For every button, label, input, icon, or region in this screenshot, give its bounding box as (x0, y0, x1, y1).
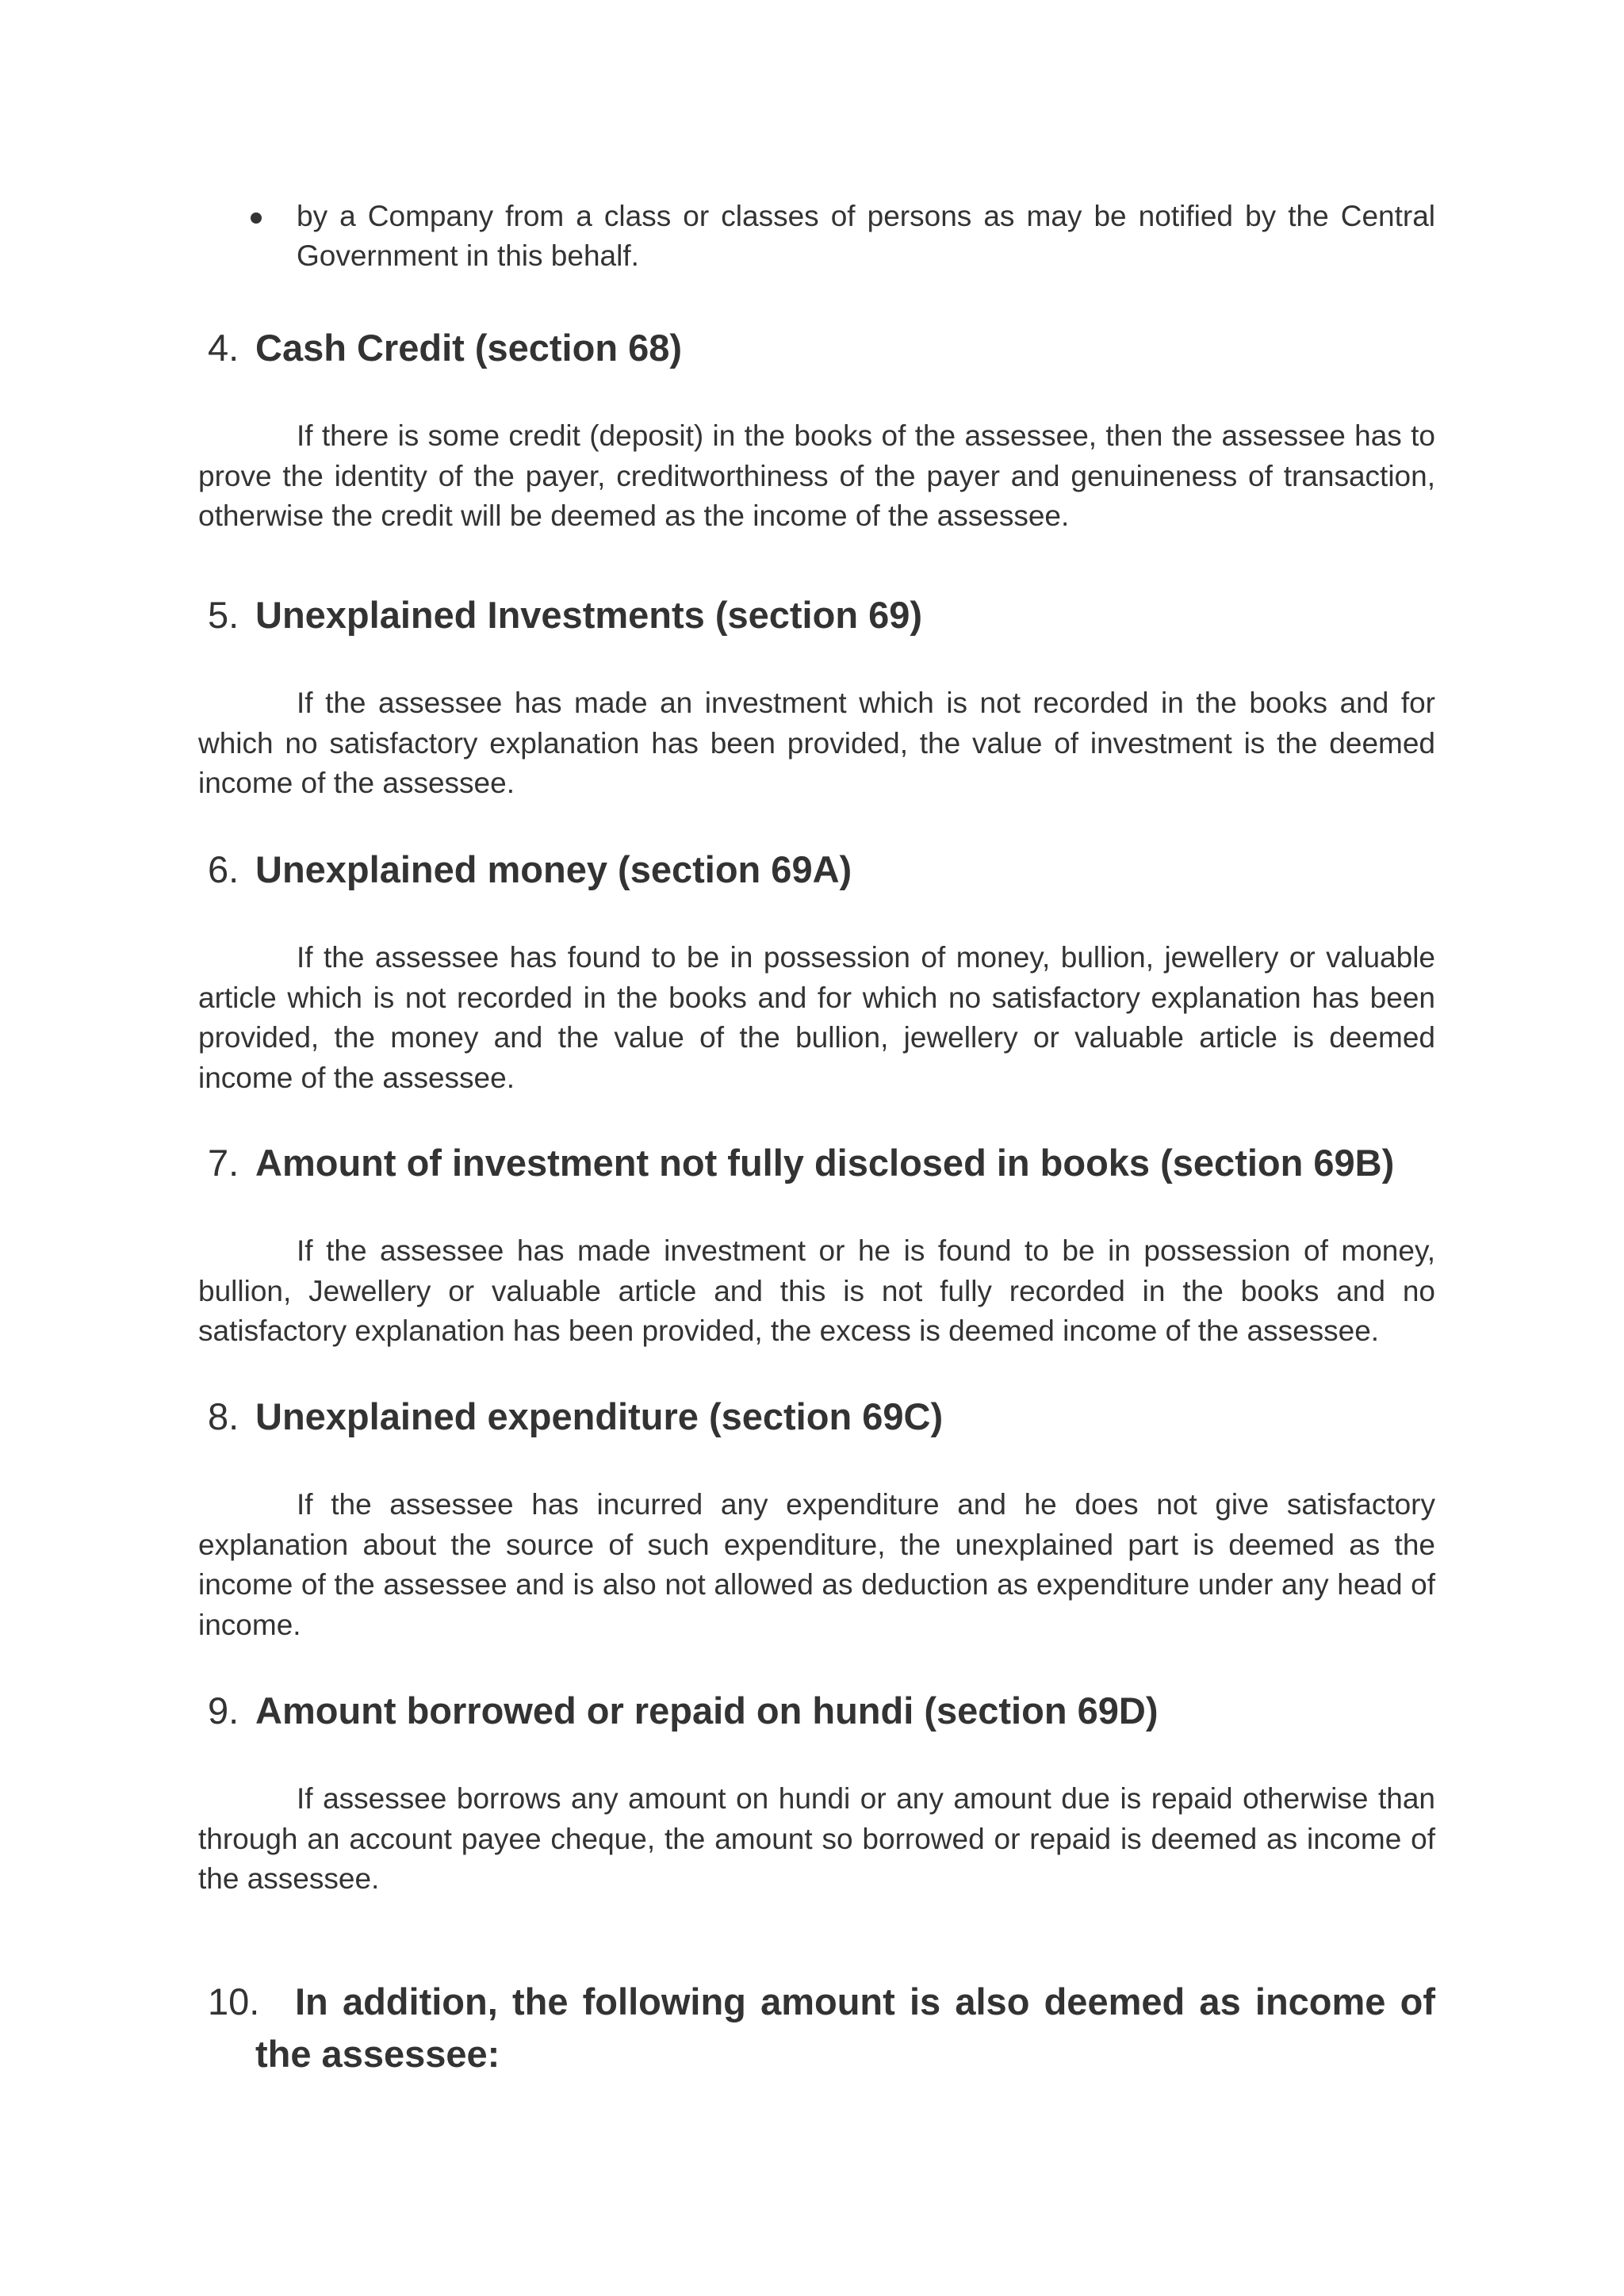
section-title: Cash Credit (section 68) (255, 327, 683, 369)
section-number: 7. (208, 1142, 239, 1184)
section-body-7: If the assessee has made investment or he is found to be in possession of money, bullion, Jewellery or valuable article and this is not fully recorded in the books and no satisfactory explanation has been provided, the excess is deemed income of the assessee. (198, 1234, 1435, 1347)
section-body-5: If the assessee has made an investment which is not recorded in the books and for which no satisfactory explanation has been provided, the value of investment is the deemed income of the assessee. (198, 687, 1435, 799)
section-title: In addition, the following amount is also deemed as income of the assessee: (255, 1980, 1435, 2075)
section-number: 6. (208, 848, 239, 890)
section-number: 5. (208, 594, 239, 636)
section-heading-10 (208, 1976, 1435, 2080)
section-number: 8. (208, 1395, 239, 1437)
section-title: Amount borrowed or repaid on hundi (section 69D) (255, 1689, 1159, 1732)
section-body-9: If assessee borrows any amount on hundi or any amount due is repaid otherwise than through an account payee cheque, the amount so borrowed or repaid is deemed as income of the assessee. (198, 1782, 1435, 1895)
section-body-8: If the assessee has incurred any expenditure and he does not give satisfactory explanation about the source of such expenditure, the unexplained part is deemed as the income of the assessee and is also not allowed as deduction as expenditure under any head of income. (198, 1488, 1435, 1641)
section-title: Unexplained Investments (section 69) (255, 594, 923, 636)
section-body-4: If there is some credit (deposit) in the books of the assessee, then the assessee has to prove the identity of the payer, creditworthiness of the payer and genuineness of transaction, otherwise the credit will be deemed as the income of the assessee. (198, 419, 1435, 532)
section-body-6: If the assessee has found to be in possession of money, bullion, jewellery or valuable article which is not recorded in the books and for which no satisfactory explanation has been provided, the money and the value of the bullion, jewellery or valuable article is deemed income of the assessee. (198, 941, 1435, 1094)
section-title: Amount of investment not fully disclosed in books (section 69B) (255, 1142, 1395, 1184)
bullet-text: by a Company from a class or classes of persons as may be notified by the Central Government in this behalf. (297, 200, 1435, 272)
section-number: 9. (208, 1689, 239, 1732)
section-title: Unexplained money (section 69A) (255, 848, 852, 890)
section-number: 10. (208, 1980, 260, 2022)
section-title: Unexplained expenditure (section 69C) (255, 1395, 944, 1437)
bullet-icon (251, 212, 262, 224)
section-number: 4. (208, 327, 239, 369)
